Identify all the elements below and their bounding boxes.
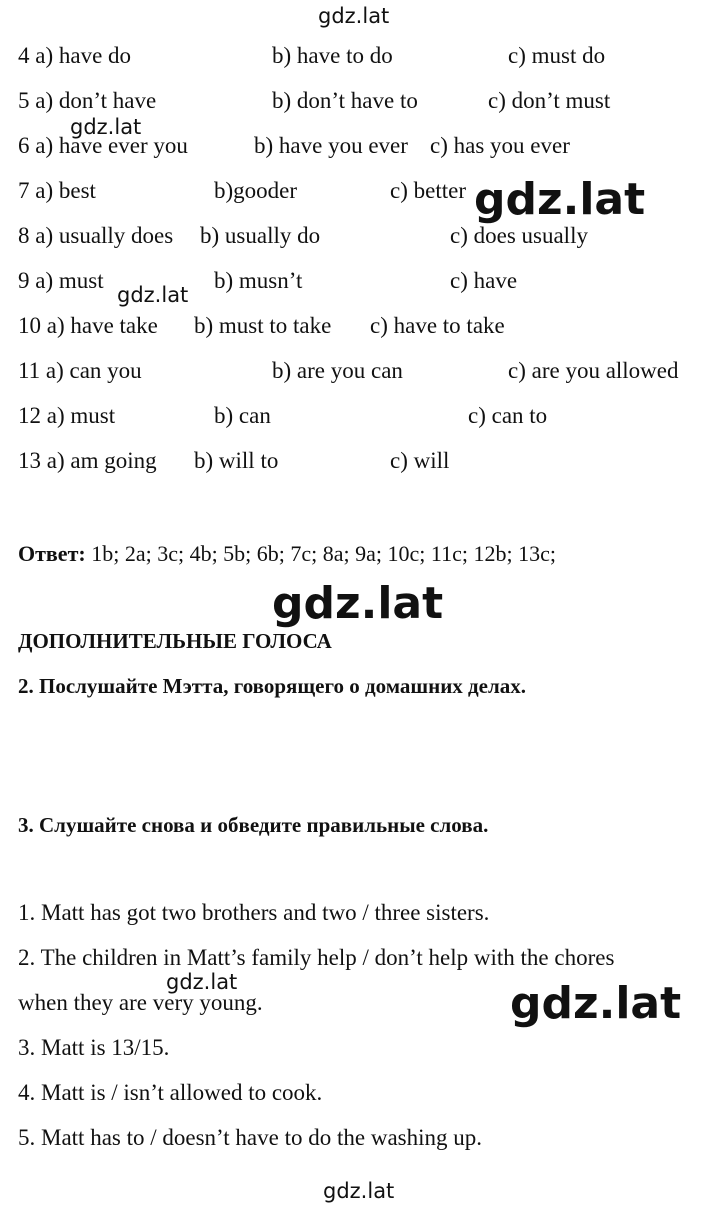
q9-option-b: b) musn’t: [214, 268, 303, 293]
q7-option-b: b)gooder: [214, 178, 298, 203]
q11-option-a: 11 a) can you: [18, 358, 142, 383]
watermark-q6: gdz.lat: [70, 115, 142, 139]
q11-option-c: c) are you allowed: [508, 358, 679, 383]
watermark-top: gdz.lat: [318, 4, 390, 28]
q6-option-c: c) has you ever: [430, 133, 570, 158]
q9-option-c: c) have: [450, 268, 518, 293]
statement-2: 2. The children in Matt’s family help / don’t help with the chores: [18, 945, 615, 970]
q10-option-b: b) must to take: [194, 313, 332, 338]
section-title: ДОПОЛНИТЕЛЬНЫЕ ГОЛОСА: [18, 629, 332, 653]
statement-4: 4. Matt is / isn’t allowed to cook.: [18, 1080, 323, 1105]
answer-text: 1b; 2a; 3c; 4b; 5b; 6b; 7c; 8a; 9a; 10c; 11c; 12b; 13c;: [85, 541, 556, 566]
q4-option-b: b) have to do: [272, 43, 393, 68]
q8-option-b: b) usually do: [200, 223, 321, 248]
task-3-heading: 3. Слушайте снова и обведите правильные слова.: [18, 813, 489, 837]
q5-option-b: b) don’t have to: [272, 88, 418, 113]
q13-option-b: b) will to: [194, 448, 279, 473]
q8-option-c: c) does usually: [450, 223, 588, 248]
watermark-bottom: gdz.lat: [323, 1179, 395, 1203]
task-2-heading: 2. Послушайте Мэтта, говорящего о домашних делах.: [18, 674, 527, 698]
watermark-answer: gdz.lat: [272, 578, 444, 629]
q7-option-c: c) better: [390, 178, 466, 203]
q5-option-c: c) don’t must: [488, 88, 611, 113]
q6-option-b: b) have you ever: [254, 133, 408, 158]
statement-3: 3. Matt is 13/15.: [18, 1035, 170, 1060]
q5-option-a: 5 a) don’t have: [18, 88, 157, 113]
watermark-q9: gdz.lat: [117, 283, 189, 307]
q10-option-a: 10 a) have take: [18, 313, 158, 338]
q13-option-a: 13 a) am going: [18, 448, 157, 473]
watermark-q7: gdz.lat: [474, 174, 646, 225]
watermark-stmt2-big: gdz.lat: [510, 978, 682, 1029]
q7-option-a: 7 a) best: [18, 178, 96, 203]
q6-option-a: 6 a) have ever you: [18, 133, 188, 158]
answer-label: Ответ:: [18, 541, 86, 566]
q12-option-a: 12 a) must: [18, 403, 116, 428]
q4-option-c: c) must do: [508, 43, 606, 68]
watermark-stmt2: gdz.lat: [166, 970, 238, 994]
q12-option-b: b) can: [214, 403, 271, 428]
q9-option-a: 9 a) must: [18, 268, 104, 293]
q10-option-c: c) have to take: [370, 313, 505, 338]
statement-2-continued: when they are very young.: [18, 990, 263, 1015]
statement-1: 1. Matt has got two brothers and two / three sisters.: [18, 900, 490, 925]
q11-option-b: b) are you can: [272, 358, 403, 383]
answer-line: [18, 543, 556, 565]
q4-option-a: 4 a) have do: [18, 43, 132, 68]
statement-5: 5. Matt has to / doesn’t have to do the washing up.: [18, 1125, 482, 1150]
q8-option-a: 8 a) usually does: [18, 223, 174, 248]
q13-option-c: c) will: [390, 448, 450, 473]
q12-option-c: c) can to: [468, 403, 548, 428]
